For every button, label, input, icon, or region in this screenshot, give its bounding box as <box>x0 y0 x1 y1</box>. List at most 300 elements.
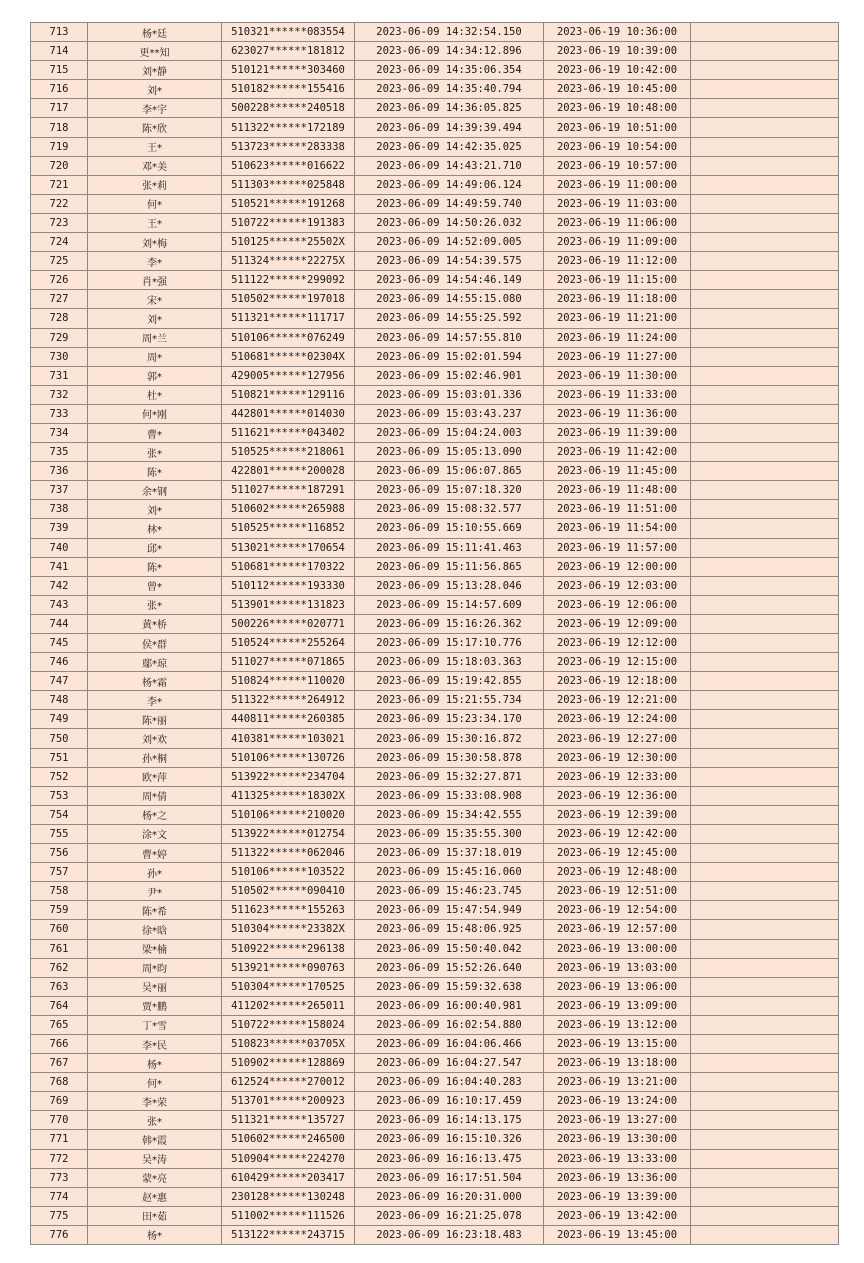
id-number-cell: 510182******155416 <box>222 80 355 99</box>
appointment-time-cell: 2023-06-19 10:42:00 <box>544 61 691 80</box>
appointment-time-cell: 2023-06-19 13:09:00 <box>544 996 691 1015</box>
id-number-cell: 510602******246500 <box>222 1130 355 1149</box>
registration-table <box>30 22 839 1245</box>
submit-time-cell: 2023-06-09 15:14:57.609 <box>355 595 544 614</box>
remark-cell <box>691 977 839 996</box>
submit-time-cell: 2023-06-09 15:02:46.901 <box>355 366 544 385</box>
name-cell: 梁*楠 <box>88 939 222 958</box>
submit-time-cell: 2023-06-09 15:11:56.865 <box>355 557 544 576</box>
name-cell: 李*民 <box>88 1034 222 1053</box>
name-cell: 杨*廷 <box>88 23 222 42</box>
table-row <box>31 213 839 232</box>
submit-time-cell: 2023-06-09 15:16:26.362 <box>355 614 544 633</box>
row-number-cell: 738 <box>31 500 88 519</box>
id-number-cell: 510722******158024 <box>222 1015 355 1034</box>
row-number-cell: 725 <box>31 252 88 271</box>
submit-time-cell: 2023-06-09 14:52:09.005 <box>355 233 544 252</box>
remark-cell <box>691 844 839 863</box>
row-number-cell: 746 <box>31 653 88 672</box>
id-number-cell: 510681******170322 <box>222 557 355 576</box>
appointment-time-cell: 2023-06-19 11:09:00 <box>544 233 691 252</box>
appointment-time-cell: 2023-06-19 13:15:00 <box>544 1034 691 1053</box>
remark-cell <box>691 156 839 175</box>
row-number-cell: 769 <box>31 1092 88 1111</box>
table-row <box>31 61 839 80</box>
submit-time-cell: 2023-06-09 14:55:15.080 <box>355 290 544 309</box>
name-cell: 邱* <box>88 538 222 557</box>
name-cell: 陈* <box>88 462 222 481</box>
submit-time-cell: 2023-06-09 16:16:13.475 <box>355 1149 544 1168</box>
name-cell: 肖*强 <box>88 271 222 290</box>
id-number-cell: 511027******071865 <box>222 653 355 672</box>
name-cell: 李* <box>88 691 222 710</box>
submit-time-cell: 2023-06-09 14:42:35.025 <box>355 137 544 156</box>
table-row <box>31 1206 839 1225</box>
table-row <box>31 634 839 653</box>
appointment-time-cell: 2023-06-19 13:06:00 <box>544 977 691 996</box>
appointment-time-cell: 2023-06-19 13:00:00 <box>544 939 691 958</box>
table-row <box>31 996 839 1015</box>
submit-time-cell: 2023-06-09 14:39:39.494 <box>355 118 544 137</box>
appointment-time-cell: 2023-06-19 13:36:00 <box>544 1168 691 1187</box>
table-row <box>31 977 839 996</box>
name-cell: 更**知 <box>88 42 222 61</box>
appointment-time-cell: 2023-06-19 13:30:00 <box>544 1130 691 1149</box>
remark-cell <box>691 1149 839 1168</box>
name-cell: 曹*婷 <box>88 844 222 863</box>
table-row <box>31 653 839 672</box>
row-number-cell: 770 <box>31 1111 88 1130</box>
submit-time-cell: 2023-06-09 14:43:21.710 <box>355 156 544 175</box>
name-cell: 何* <box>88 1073 222 1092</box>
id-number-cell: 511623******155263 <box>222 901 355 920</box>
remark-cell <box>691 328 839 347</box>
id-number-cell: 511322******264912 <box>222 691 355 710</box>
submit-time-cell: 2023-06-09 16:00:40.981 <box>355 996 544 1015</box>
table-row <box>31 710 839 729</box>
name-cell: 黄*桥 <box>88 614 222 633</box>
appointment-time-cell: 2023-06-19 13:33:00 <box>544 1149 691 1168</box>
row-number-cell: 718 <box>31 118 88 137</box>
submit-time-cell: 2023-06-09 14:35:40.794 <box>355 80 544 99</box>
table-row <box>31 614 839 633</box>
row-number-cell: 724 <box>31 233 88 252</box>
appointment-time-cell: 2023-06-19 10:51:00 <box>544 118 691 137</box>
row-number-cell: 758 <box>31 882 88 901</box>
id-number-cell: 510106******130726 <box>222 748 355 767</box>
submit-time-cell: 2023-06-09 15:03:01.336 <box>355 385 544 404</box>
remark-cell <box>691 595 839 614</box>
remark-cell <box>691 252 839 271</box>
id-number-cell: 510525******218061 <box>222 443 355 462</box>
name-cell: 邓*美 <box>88 156 222 175</box>
submit-time-cell: 2023-06-09 16:04:06.466 <box>355 1034 544 1053</box>
name-cell: 赵*惠 <box>88 1187 222 1206</box>
row-number-cell: 726 <box>31 271 88 290</box>
table-row <box>31 156 839 175</box>
name-cell: 张* <box>88 1111 222 1130</box>
remark-cell <box>691 1225 839 1244</box>
name-cell: 杨* <box>88 1054 222 1073</box>
name-cell: 张* <box>88 595 222 614</box>
appointment-time-cell: 2023-06-19 11:15:00 <box>544 271 691 290</box>
submit-time-cell: 2023-06-09 16:23:18.483 <box>355 1225 544 1244</box>
name-cell: 侯*群 <box>88 634 222 653</box>
id-number-cell: 440811******260385 <box>222 710 355 729</box>
table-row <box>31 748 839 767</box>
remark-cell <box>691 347 839 366</box>
row-number-cell: 750 <box>31 729 88 748</box>
table-row <box>31 1054 839 1073</box>
row-number-cell: 749 <box>31 710 88 729</box>
remark-cell <box>691 80 839 99</box>
remark-cell <box>691 634 839 653</box>
remark-cell <box>691 1054 839 1073</box>
row-number-cell: 742 <box>31 576 88 595</box>
remark-cell <box>691 996 839 1015</box>
table-row <box>31 767 839 786</box>
row-number-cell: 727 <box>31 290 88 309</box>
id-number-cell: 510112******193330 <box>222 576 355 595</box>
remark-cell <box>691 271 839 290</box>
table-body <box>31 23 839 1245</box>
table-row <box>31 672 839 691</box>
id-number-cell: 411325******18302X <box>222 786 355 805</box>
submit-time-cell: 2023-06-09 14:36:05.825 <box>355 99 544 118</box>
appointment-time-cell: 2023-06-19 12:00:00 <box>544 557 691 576</box>
appointment-time-cell: 2023-06-19 12:48:00 <box>544 863 691 882</box>
name-cell: 林* <box>88 519 222 538</box>
table-row <box>31 824 839 843</box>
table-row <box>31 538 839 557</box>
submit-time-cell: 2023-06-09 14:54:46.149 <box>355 271 544 290</box>
table-row <box>31 462 839 481</box>
appointment-time-cell: 2023-06-19 11:45:00 <box>544 462 691 481</box>
id-number-cell: 510525******116852 <box>222 519 355 538</box>
appointment-time-cell: 2023-06-19 12:18:00 <box>544 672 691 691</box>
name-cell: 陈*丽 <box>88 710 222 729</box>
table-row <box>31 939 839 958</box>
name-cell: 杜* <box>88 385 222 404</box>
table-row <box>31 1111 839 1130</box>
appointment-time-cell: 2023-06-19 11:42:00 <box>544 443 691 462</box>
row-number-cell: 773 <box>31 1168 88 1187</box>
row-number-cell: 771 <box>31 1130 88 1149</box>
table-row <box>31 844 839 863</box>
row-number-cell: 759 <box>31 901 88 920</box>
table-row <box>31 80 839 99</box>
id-number-cell: 511322******062046 <box>222 844 355 863</box>
remark-cell <box>691 481 839 500</box>
remark-cell <box>691 385 839 404</box>
id-number-cell: 510904******224270 <box>222 1149 355 1168</box>
remark-cell <box>691 194 839 213</box>
id-number-cell: 511321******111717 <box>222 309 355 328</box>
table-row <box>31 404 839 423</box>
table-row <box>31 366 839 385</box>
appointment-time-cell: 2023-06-19 12:09:00 <box>544 614 691 633</box>
name-cell: 刘*静 <box>88 61 222 80</box>
table-row <box>31 233 839 252</box>
submit-time-cell: 2023-06-09 16:04:40.283 <box>355 1073 544 1092</box>
table-row <box>31 557 839 576</box>
name-cell: 刘* <box>88 500 222 519</box>
appointment-time-cell: 2023-06-19 11:30:00 <box>544 366 691 385</box>
table-row <box>31 252 839 271</box>
row-number-cell: 764 <box>31 996 88 1015</box>
id-number-cell: 510623******016622 <box>222 156 355 175</box>
submit-time-cell: 2023-06-09 15:59:32.638 <box>355 977 544 996</box>
name-cell: 张*莉 <box>88 175 222 194</box>
appointment-time-cell: 2023-06-19 11:24:00 <box>544 328 691 347</box>
submit-time-cell: 2023-06-09 14:35:06.354 <box>355 61 544 80</box>
row-number-cell: 762 <box>31 958 88 977</box>
table-row <box>31 385 839 404</box>
remark-cell <box>691 1168 839 1187</box>
remark-cell <box>691 99 839 118</box>
remark-cell <box>691 576 839 595</box>
table-row <box>31 1015 839 1034</box>
row-number-cell: 731 <box>31 366 88 385</box>
appointment-time-cell: 2023-06-19 12:42:00 <box>544 824 691 843</box>
appointment-time-cell: 2023-06-19 12:03:00 <box>544 576 691 595</box>
remark-cell <box>691 729 839 748</box>
id-number-cell: 511322******172189 <box>222 118 355 137</box>
remark-cell <box>691 175 839 194</box>
row-number-cell: 733 <box>31 404 88 423</box>
remark-cell <box>691 42 839 61</box>
id-number-cell: 510602******265988 <box>222 500 355 519</box>
appointment-time-cell: 2023-06-19 12:54:00 <box>544 901 691 920</box>
appointment-time-cell: 2023-06-19 12:45:00 <box>544 844 691 863</box>
appointment-time-cell: 2023-06-19 10:39:00 <box>544 42 691 61</box>
submit-time-cell: 2023-06-09 15:48:06.925 <box>355 920 544 939</box>
submit-time-cell: 2023-06-09 15:45:16.060 <box>355 863 544 882</box>
remark-cell <box>691 882 839 901</box>
id-number-cell: 510922******296138 <box>222 939 355 958</box>
registration-sheet <box>30 22 839 1245</box>
submit-time-cell: 2023-06-09 15:30:58.878 <box>355 748 544 767</box>
submit-time-cell: 2023-06-09 15:02:01.594 <box>355 347 544 366</box>
name-cell: 刘*欢 <box>88 729 222 748</box>
id-number-cell: 511303******025848 <box>222 175 355 194</box>
table-row <box>31 423 839 442</box>
submit-time-cell: 2023-06-09 15:33:08.908 <box>355 786 544 805</box>
submit-time-cell: 2023-06-09 15:52:26.640 <box>355 958 544 977</box>
name-cell: 徐*晗 <box>88 920 222 939</box>
id-number-cell: 610429******203417 <box>222 1168 355 1187</box>
table-row <box>31 863 839 882</box>
name-cell: 刘* <box>88 309 222 328</box>
row-number-cell: 745 <box>31 634 88 653</box>
remark-cell <box>691 462 839 481</box>
id-number-cell: 513701******200923 <box>222 1092 355 1111</box>
remark-cell <box>691 404 839 423</box>
id-number-cell: 513901******131823 <box>222 595 355 614</box>
id-number-cell: 623027******181812 <box>222 42 355 61</box>
name-cell: 陈*欣 <box>88 118 222 137</box>
remark-cell <box>691 23 839 42</box>
submit-time-cell: 2023-06-09 15:05:13.090 <box>355 443 544 462</box>
submit-time-cell: 2023-06-09 14:50:26.032 <box>355 213 544 232</box>
remark-cell <box>691 290 839 309</box>
appointment-time-cell: 2023-06-19 11:51:00 <box>544 500 691 519</box>
id-number-cell: 510304******170525 <box>222 977 355 996</box>
appointment-time-cell: 2023-06-19 13:21:00 <box>544 1073 691 1092</box>
table-row <box>31 1034 839 1053</box>
id-number-cell: 411202******265011 <box>222 996 355 1015</box>
row-number-cell: 763 <box>31 977 88 996</box>
name-cell: 周*兰 <box>88 328 222 347</box>
name-cell: 宋* <box>88 290 222 309</box>
table-row <box>31 309 839 328</box>
id-number-cell: 513922******012754 <box>222 824 355 843</box>
name-cell: 何*刚 <box>88 404 222 423</box>
submit-time-cell: 2023-06-09 15:30:16.872 <box>355 729 544 748</box>
row-number-cell: 755 <box>31 824 88 843</box>
name-cell: 田*茹 <box>88 1206 222 1225</box>
table-row <box>31 290 839 309</box>
remark-cell <box>691 748 839 767</box>
table-row <box>31 519 839 538</box>
appointment-time-cell: 2023-06-19 10:36:00 <box>544 23 691 42</box>
appointment-time-cell: 2023-06-19 13:12:00 <box>544 1015 691 1034</box>
row-number-cell: 754 <box>31 805 88 824</box>
submit-time-cell: 2023-06-09 15:34:42.555 <box>355 805 544 824</box>
table-row <box>31 42 839 61</box>
row-number-cell: 752 <box>31 767 88 786</box>
id-number-cell: 510823******03705X <box>222 1034 355 1053</box>
remark-cell <box>691 61 839 80</box>
remark-cell <box>691 901 839 920</box>
name-cell: 曹* <box>88 423 222 442</box>
id-number-cell: 510106******210020 <box>222 805 355 824</box>
appointment-time-cell: 2023-06-19 11:06:00 <box>544 213 691 232</box>
row-number-cell: 729 <box>31 328 88 347</box>
remark-cell <box>691 939 839 958</box>
appointment-time-cell: 2023-06-19 10:57:00 <box>544 156 691 175</box>
table-row <box>31 1168 839 1187</box>
name-cell: 周*昀 <box>88 958 222 977</box>
row-number-cell: 776 <box>31 1225 88 1244</box>
appointment-time-cell: 2023-06-19 10:54:00 <box>544 137 691 156</box>
id-number-cell: 510121******303460 <box>222 61 355 80</box>
row-number-cell: 735 <box>31 443 88 462</box>
id-number-cell: 511621******043402 <box>222 423 355 442</box>
table-row <box>31 137 839 156</box>
table-row <box>31 882 839 901</box>
remark-cell <box>691 653 839 672</box>
table-row <box>31 958 839 977</box>
id-number-cell: 510106******103522 <box>222 863 355 882</box>
row-number-cell: 751 <box>31 748 88 767</box>
id-number-cell: 500228******240518 <box>222 99 355 118</box>
id-number-cell: 510824******110020 <box>222 672 355 691</box>
submit-time-cell: 2023-06-09 15:08:32.577 <box>355 500 544 519</box>
name-cell: 鄢*琼 <box>88 653 222 672</box>
name-cell: 孙*桐 <box>88 748 222 767</box>
appointment-time-cell: 2023-06-19 12:33:00 <box>544 767 691 786</box>
table-row <box>31 99 839 118</box>
submit-time-cell: 2023-06-09 15:46:23.745 <box>355 882 544 901</box>
name-cell: 刘*梅 <box>88 233 222 252</box>
id-number-cell: 511321******135727 <box>222 1111 355 1130</box>
id-number-cell: 513122******243715 <box>222 1225 355 1244</box>
row-number-cell: 730 <box>31 347 88 366</box>
remark-cell <box>691 767 839 786</box>
submit-time-cell: 2023-06-09 14:57:55.810 <box>355 328 544 347</box>
submit-time-cell: 2023-06-09 14:32:54.150 <box>355 23 544 42</box>
id-number-cell: 510304******23382X <box>222 920 355 939</box>
table-row <box>31 1130 839 1149</box>
row-number-cell: 757 <box>31 863 88 882</box>
id-number-cell: 511324******22275X <box>222 252 355 271</box>
name-cell: 蒙*亮 <box>88 1168 222 1187</box>
appointment-time-cell: 2023-06-19 11:18:00 <box>544 290 691 309</box>
appointment-time-cell: 2023-06-19 11:57:00 <box>544 538 691 557</box>
submit-time-cell: 2023-06-09 15:11:41.463 <box>355 538 544 557</box>
appointment-time-cell: 2023-06-19 12:24:00 <box>544 710 691 729</box>
row-number-cell: 744 <box>31 614 88 633</box>
remark-cell <box>691 500 839 519</box>
submit-time-cell: 2023-06-09 16:17:51.504 <box>355 1168 544 1187</box>
name-cell: 陈* <box>88 557 222 576</box>
name-cell: 李*荣 <box>88 1092 222 1111</box>
table-row <box>31 805 839 824</box>
appointment-time-cell: 2023-06-19 12:15:00 <box>544 653 691 672</box>
table-row <box>31 691 839 710</box>
name-cell: 丁*雪 <box>88 1015 222 1034</box>
name-cell: 张* <box>88 443 222 462</box>
submit-time-cell: 2023-06-09 15:32:27.871 <box>355 767 544 786</box>
id-number-cell: 510502******090410 <box>222 882 355 901</box>
table-row <box>31 175 839 194</box>
table-row <box>31 786 839 805</box>
submit-time-cell: 2023-06-09 16:14:13.175 <box>355 1111 544 1130</box>
row-number-cell: 761 <box>31 939 88 958</box>
remark-cell <box>691 614 839 633</box>
name-cell: 周* <box>88 347 222 366</box>
remark-cell <box>691 1015 839 1034</box>
remark-cell <box>691 519 839 538</box>
submit-time-cell: 2023-06-09 15:50:40.042 <box>355 939 544 958</box>
name-cell: 李*宇 <box>88 99 222 118</box>
name-cell: 涂*文 <box>88 824 222 843</box>
appointment-time-cell: 2023-06-19 13:27:00 <box>544 1111 691 1130</box>
id-number-cell: 513723******283338 <box>222 137 355 156</box>
row-number-cell: 734 <box>31 423 88 442</box>
row-number-cell: 753 <box>31 786 88 805</box>
row-number-cell: 768 <box>31 1073 88 1092</box>
submit-time-cell: 2023-06-09 15:03:43.237 <box>355 404 544 423</box>
row-number-cell: 721 <box>31 175 88 194</box>
submit-time-cell: 2023-06-09 14:55:25.592 <box>355 309 544 328</box>
appointment-time-cell: 2023-06-19 11:33:00 <box>544 385 691 404</box>
remark-cell <box>691 920 839 939</box>
table-row <box>31 729 839 748</box>
row-number-cell: 728 <box>31 309 88 328</box>
name-cell: 贾*鹏 <box>88 996 222 1015</box>
table-row <box>31 901 839 920</box>
submit-time-cell: 2023-06-09 16:21:25.078 <box>355 1206 544 1225</box>
row-number-cell: 716 <box>31 80 88 99</box>
appointment-time-cell: 2023-06-19 12:51:00 <box>544 882 691 901</box>
name-cell: 周*倩 <box>88 786 222 805</box>
row-number-cell: 775 <box>31 1206 88 1225</box>
row-number-cell: 722 <box>31 194 88 213</box>
submit-time-cell: 2023-06-09 16:02:54.880 <box>355 1015 544 1034</box>
submit-time-cell: 2023-06-09 15:13:28.046 <box>355 576 544 595</box>
